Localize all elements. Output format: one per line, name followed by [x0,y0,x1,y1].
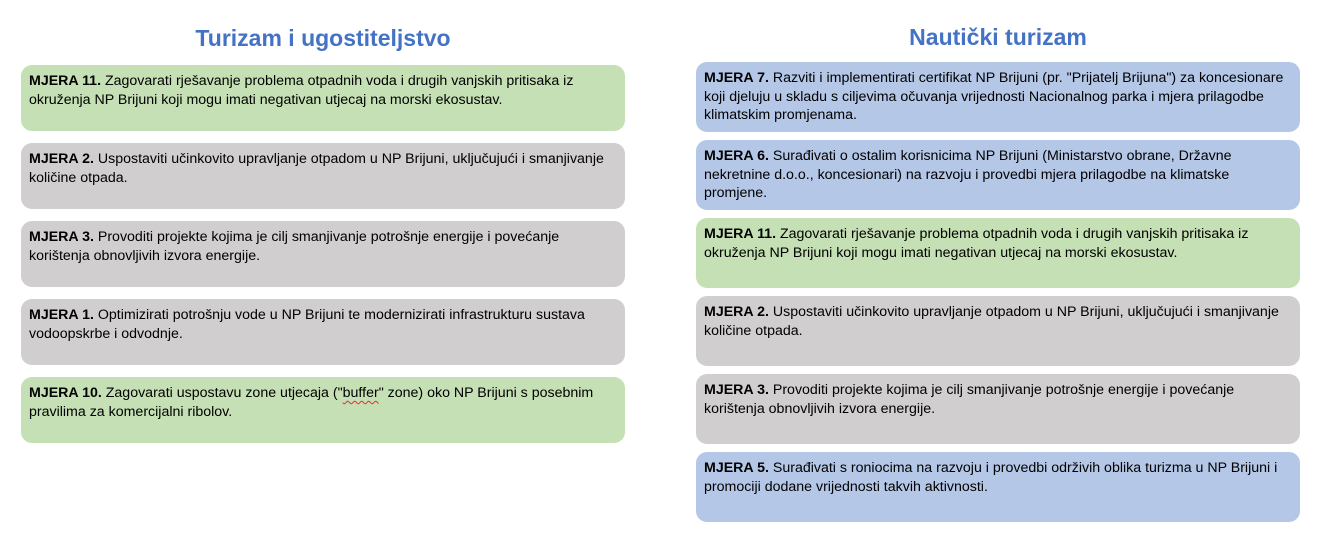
measure-text: Surađivati s roniocima na razvoju i provedbi održivih oblika turizma u NP Brijuni i promociji dodane vrijednosti takvih aktivnosti. [704,460,1278,495]
measure-text: Zagovarati rješavanje problema otpadnih voda i drugih vanjskih pritisaka iz okruženja NP Brijuni koji mogu imati negativan utjecaj na morski ekosustav. [29,73,574,108]
measure-card-6 [696,140,1300,210]
measure-text: Provoditi projekte kojima je cilj smanjivanje potrošnje energije i povećanje korištenja obnovljivih izvora energije. [704,382,1235,417]
measure-label: MJERA 11. [29,73,102,89]
measure-label: MJERA 2. [29,151,94,167]
measure-text: Uspostaviti učinkovito upravljanje otpadom u NP Brijuni, uključujući i smanjivanje količine otpada. [29,151,604,186]
measure-text: Uspostaviti učinkovito upravljanje otpadom u NP Brijuni, uključujući i smanjivanje količine otpada. [704,304,1279,339]
measure-text: Razviti i implementirati certifikat NP Brijuni (pr. "Prijatelj Brijuna") za koncesionare koji djeluju u skladu s ciljevima očuvanja vrijednosti Nacionalnog parka i mjera prilagodbe klimatskim promjenama. [704,70,1284,123]
measure-text: Zagovarati rješavanje problema otpadnih voda i drugih vanjskih pritisaka iz okruženja NP Brijuni koji mogu imati negativan utjecaj na morski ekosustav. [704,226,1249,261]
column-title-nautical-tourism: Nautički turizam [909,24,1087,50]
measure-label: MJERA 1. [29,307,94,323]
measure-text: Optimizirati potrošnju vode u NP Brijuni te modernizirati infrastrukturu sustava vodoopskrbe i odvodnje. [29,307,585,342]
spellcheck-underlined-word: buffer [342,385,379,401]
measure-card-11 [21,65,625,131]
measure-text: Surađivati o ostalim korisnicima NP Brijuni (Ministarstvo obrane, Državne nekretnine d.o.o., koncesionari) na razvoju i provedbi mjera prilagodbe na klimatske promjene. [704,148,1232,201]
measure-label: MJERA 3. [29,229,94,245]
measure-card-7 [696,62,1300,132]
measure-card-3 [21,221,625,287]
measure-card-1 [21,299,625,365]
measure-card-2 [21,143,625,209]
measure-card-11 [696,218,1300,288]
measure-text-after: " zone) oko NP Brijuni s posebnim pravilima za komercijalni ribolov. [29,385,594,420]
measure-card-2 [696,296,1300,366]
measure-label: MJERA 10. [29,385,102,401]
column-title-tourism-hospitality: Turizam i ugostiteljstvo [195,25,451,51]
measure-card-10 [21,377,625,443]
measure-label: MJERA 5. [704,460,769,476]
measure-label: MJERA 7. [704,70,769,86]
measure-card-5 [696,452,1300,522]
measure-label: MJERA 2. [704,304,769,320]
measure-text-before: Zagovarati uspostavu zone utjecaja (" [101,385,343,401]
measure-label: MJERA 11. [704,226,777,242]
measure-text: Provoditi projekte kojima je cilj smanjivanje potrošnje energije i povećanje korištenja obnovljivih izvora energije. [29,229,560,264]
measure-label: MJERA 6. [704,148,769,164]
measure-label: MJERA 3. [704,382,769,398]
measure-card-3 [696,374,1300,444]
